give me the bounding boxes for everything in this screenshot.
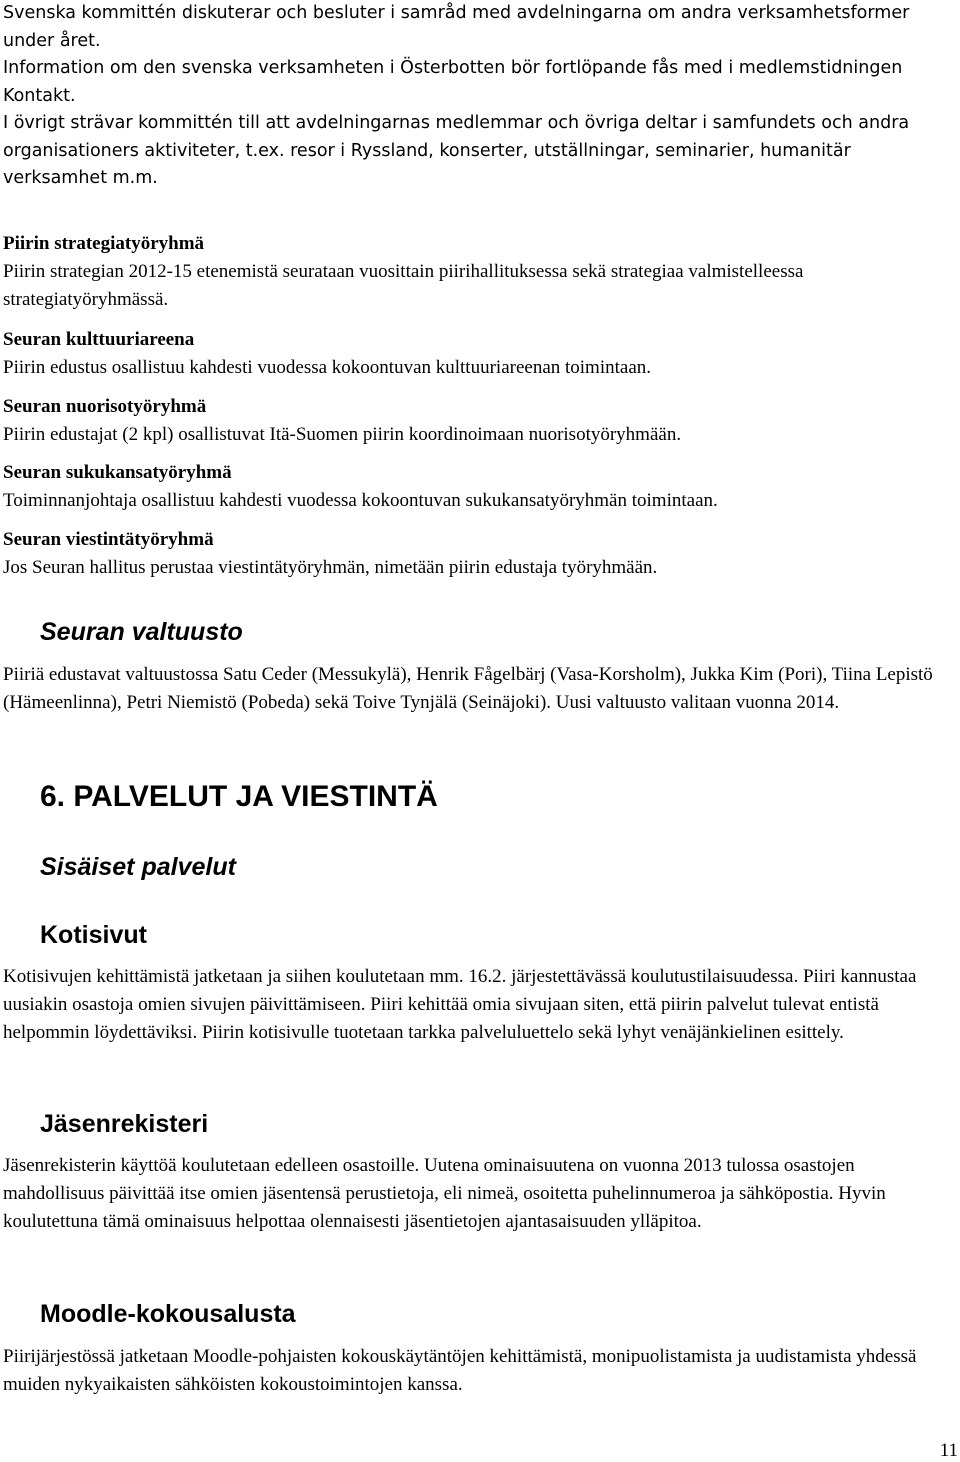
jasenrekisteri-paragraph	[3, 1152, 953, 1236]
paragraph: Piirijärjestössä jatketaan Moodle-pohjaisten kokouskäytäntöjen kehittämistä, monipuolistamista ja uudistamista yhdessä muiden nykyaikaisten sähköisten kokoustoimintojen kanssa.	[3, 1346, 917, 1395]
paragraph: Information om den svenska verksamheten i Österbotten bör fortlöpande fås med i medlemstidningen Kontakt.	[3, 58, 903, 106]
section-heading: Seuran nuorisotyöryhmä	[3, 396, 207, 417]
chapter-heading: 6. PALVELUT JA VIESTINTÄ	[40, 780, 438, 813]
page-number: 11	[939, 1440, 958, 1461]
group-viestinta	[3, 526, 953, 582]
paragraph: Toiminnanjohtaja osallistuu kahdesti vuodessa kokoontuvan sukukansatyöryhmän toimintaan.	[3, 490, 718, 511]
moodle-heading: Moodle-kokousalusta	[40, 1300, 296, 1328]
group-kulttuuriareena	[3, 326, 953, 382]
group-strategia	[3, 230, 953, 314]
paragraph: Jos Seuran hallitus perustaa viestintätyöryhmän, nimetään piirin edustaja työryhmään.	[3, 557, 658, 578]
paragraph: Svenska kommittén diskuterar och besluter i samråd med avdelningarna om andra verksamhetsformer under året.	[3, 3, 910, 51]
paragraph: Piiriä edustavat valtuustossa Satu Ceder (Messukylä), Henrik Fågelbärj (Vasa-Korsholm), Jukka Kim (Pori), Tiina Lepistö (Hämeenlinna), Petri Niemistö (Pobeda) sekä Toive Tynjälä (Seinäjoki). Uusi valtuusto valitaan vuonna 2014.	[3, 664, 933, 713]
paragraph: Piirin edustus osallistuu kahdesti vuodessa kokoontuvan kulttuuriareenan toimintaan.	[3, 357, 652, 378]
section-heading: Piirin strategiatyöryhmä	[3, 233, 205, 254]
section-heading: Seuran viestintätyöryhmä	[3, 529, 214, 550]
paragraph: Piirin edustajat (2 kpl) osallistuvat Itä-Suomen piirin koordinoimaan nuorisotyöryhmään.	[3, 424, 682, 445]
moodle-paragraph	[3, 1343, 953, 1399]
paragraph: Jäsenrekisterin käyttöä koulutetaan edelleen osastoille. Uutena ominaisuutena on vuonna 2013 tulossa osastojen mahdollisuus päivittää itse omien jäsentensä perustietoja, eli nimeä, osoitetta puhelinnumeroa ja sähköpostia. Hyvin koulutettuna tämä ominaisuus helpottaa olennaisesti jäsentietojen ajantasaisuuden ylläpitoa.	[3, 1155, 886, 1232]
valtuusto-paragraph	[3, 661, 953, 717]
kotisivut-heading: Kotisivut	[40, 921, 147, 949]
paragraph: Kotisivujen kehittämistä jatketaan ja siihen koulutetaan mm. 16.2. järjestettävässä koulutustilaisuudessa. Piiri kannustaa uusiakin osastoja omien sivujen päivittämiseen. Piiri kehittää omia sivujaan siten, että piirin palvelut tulevat entistä helpommin löydettäviksi. Piirin kotisivulle tuotetaan tarkka palveluluettelo sekä lyhyt venäjänkielinen esittely.	[3, 966, 917, 1043]
swedish-section	[3, 0, 953, 193]
section-heading: Seuran sukukansatyöryhmä	[3, 462, 232, 483]
paragraph: I övrigt strävar kommittén till att avdelningarnas medlemmar och övriga deltar i samfundets och andra organisationers aktiviteter, t.ex. resor i Ryssland, konserter, utställningar, seminarier, humanitär verksamhet m.m.	[3, 113, 910, 188]
valtuusto-heading: Seuran valtuusto	[40, 618, 243, 646]
paragraph: Piirin strategian 2012-15 etenemistä seurataan vuosittain piirihallituksessa sekä strategiaa valmistelleessa strategiatyöryhmässä.	[3, 261, 804, 310]
group-sukukansa	[3, 459, 953, 515]
subheading: Sisäiset palvelut	[40, 853, 236, 881]
kotisivut-paragraph	[3, 963, 953, 1047]
jasenrekisteri-heading: Jäsenrekisteri	[40, 1110, 209, 1138]
section-heading: Seuran kulttuuriareena	[3, 329, 195, 350]
group-nuoriso	[3, 393, 953, 449]
